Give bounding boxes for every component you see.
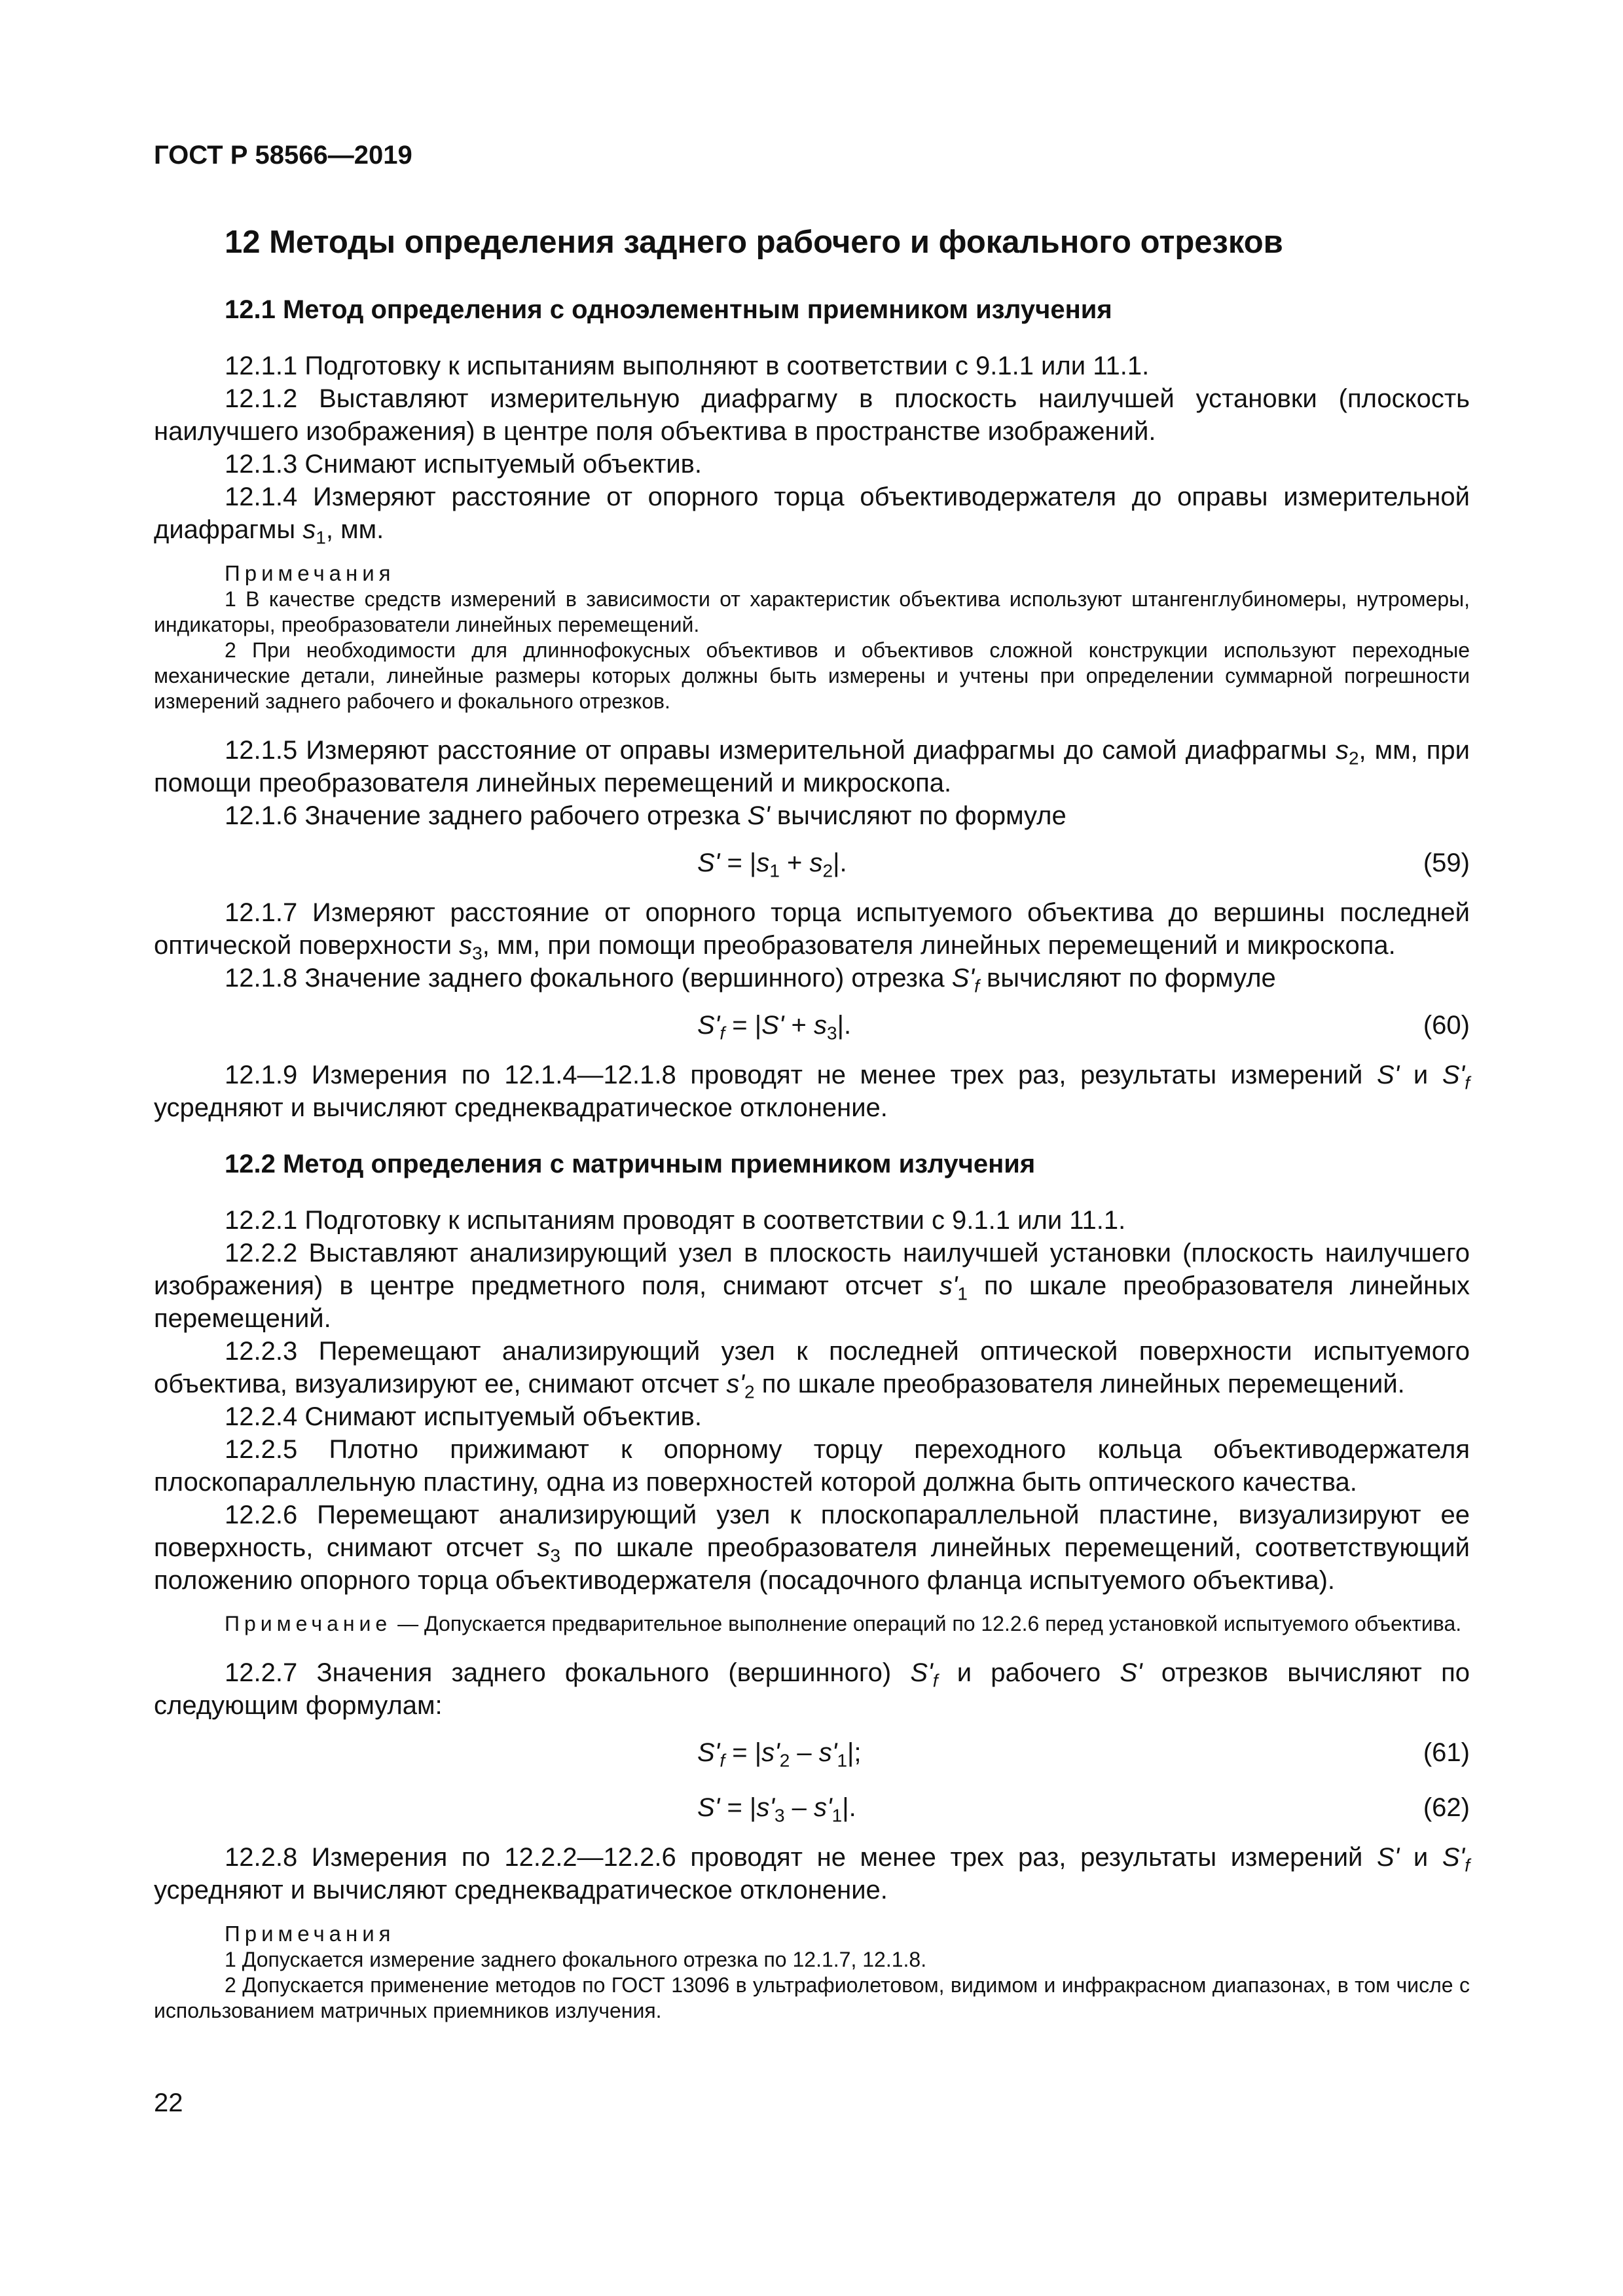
notes-heading: Примечания xyxy=(225,1922,395,1946)
note-2: 2 При необходимости для длиннофокусных объективов и объективов сложной конструкции используют переходные механические детали, линейные размеры которых должны быть измерены и учтены при определении суммарной погрешности измерений заднего рабочего и фокального отрезков. xyxy=(154,638,1470,713)
subsection-title-12-1: 12.1 Метод определения с одноэлементным приемником излучения xyxy=(225,295,1112,324)
paragraph-12-2-2: 12.2.2 Выставляют анализирующий узел в плоскость наилучшей установки (плоскость наилучшего изображения) в центре предметного поля, снимают отсчет $s'_1$ по шкале преобразователя линейных перемещений. xyxy=(154,1239,1470,1333)
paragraph-12-2-4: 12.2.4 Снимают испытуемый объектив. xyxy=(225,1402,702,1431)
notes-block-1 xyxy=(154,560,1470,714)
paragraph-12-2-1: 12.2.1 Подготовку к испытаниям проводят в соответствии с 9.1.1 или 11.1. xyxy=(225,1206,1126,1235)
paragraph-12-2-3: 12.2.3 Перемещают анализирующий узел к последней оптической поверхности испытуемого объектива, визуализируют ее, снимают отсчет $s'_2$ по шкале преобразователя линейных перемещений. xyxy=(154,1337,1470,1402)
subsection-title-12-2: 12.2 Метод определения с матричным приемником излучения xyxy=(225,1150,1036,1178)
document-page xyxy=(154,141,1470,2043)
paragraph-12-1-2: 12.1.2 Выставляют измерительную диафрагму в плоскость наилучшей установки (плоскость наилучшего изображения) в центре поля объектива в пространстве изображений. xyxy=(154,384,1470,446)
note-1: 1 В качестве средств измерений в зависимости от характеристик объектива используют штангенглубиномеры, нутромеры, индикаторы, преобразователи линейных перемещений. xyxy=(154,587,1470,636)
section-title: 12 Методы определения заднего рабочего и фокального отрезков xyxy=(225,225,1283,260)
paragraph-12-1-3: 12.1.3 Снимают испытуемый объектив. xyxy=(225,450,702,479)
paragraph-12-1-7: 12.1.7 Измеряют расстояние от опорного торца испытуемого объектива до вершины последней оптической поверхности $s_3$, мм, при помощи преобразователя линейных перемещений и микроскопа. xyxy=(154,898,1470,964)
formula-number: (62) xyxy=(1423,1793,1470,1822)
paragraph-12-2-8: 12.2.8 Измерения по 12.2.2—12.2.6 проводят не менее трех раз, результаты измерений S' и $S'_f$ усредняют и вычисляют среднеквадратическое отклонение. xyxy=(154,1843,1470,1904)
notes-heading: Примечания xyxy=(225,561,395,585)
paragraph-12-1-5: 12.1.5 Измеряют расстояние от оправы измерительной диафрагмы до самой диафрагмы $s_2$, мм, при помощи преобразователя линейных перемещений и микроскопа. xyxy=(154,736,1470,797)
note-2: 2 Допускается применение методов по ГОСТ 13096 в ультрафиолетовом, видимом и инфракрасном диапазонах, в том числе с использованием матричных приемников излучения. xyxy=(154,1973,1470,2022)
note-block-2 xyxy=(154,1611,1470,1637)
paragraph-12-2-5: 12.2.5 Плотно прижимают к опорному торцу переходного кольца объективодержателя плоскопараллельную пластину, одна из поверхностей которой должна быть оптического качества. xyxy=(154,1435,1470,1497)
page-number: 22 xyxy=(154,2088,183,2117)
paragraph-12-1-9: 12.1.9 Измерения по 12.1.4—12.1.8 проводят не менее трех раз, результаты измерений S' и $S'_f$ усредняют и вычисляют среднеквадратическое отклонение. xyxy=(154,1061,1470,1122)
note-heading: Примечание xyxy=(225,1612,392,1635)
document-code: ГОСТ Р 58566—2019 xyxy=(154,141,412,170)
formula-number: (60) xyxy=(1423,1011,1470,1040)
paragraph-12-1-1: 12.1.1 Подготовку к испытаниям выполняют в соответствии с 9.1.1 или 11.1. xyxy=(225,352,1150,380)
note-1: 1 Допускается измерение заднего фокального отрезка по 12.1.7, 12.1.8. xyxy=(225,1948,927,1971)
paragraph-12-2-6: 12.2.6 Перемещают анализирующий узел к плоскопараллельной пластине, визуализируют ее поверхность, снимают отсчет $s_3$ по шкале преобразователя линейных перемещений, соответствующий положению опорного торца объективодержателя (посадочного фланца испытуемого объектива). xyxy=(154,1501,1470,1595)
notes-block-3 xyxy=(154,1921,1470,2024)
paragraph-12-1-6: 12.1.6 Значение заднего рабочего отрезка S' вычисляют по формуле xyxy=(225,801,1067,830)
formula-number: (61) xyxy=(1423,1738,1470,1767)
paragraph-12-2-7: 12.2.7 Значения заднего фокального (вершинного) $S'_f$ и рабочего S' отрезков вычисляют по следующим формулам: xyxy=(154,1658,1470,1720)
formula-61: $S'_f = |s'_2 - s'_1|$; (61) xyxy=(154,1731,1470,1774)
formula-60: $S'_f = |S' + s_3|$. (60) xyxy=(154,1004,1470,1047)
formula-62: $S' = |s'_3 - s'_1|$. (62) xyxy=(154,1786,1470,1829)
paragraph-12-1-4: 12.1.4 Измеряют расстояние от опорного торца объективодержателя до оправы измерительной диафрагмы $s_1$, мм. xyxy=(154,483,1470,548)
formula-59: $S' = |s_1 + s_2|$. (59) xyxy=(154,841,1470,884)
paragraph-12-1-8: 12.1.8 Значение заднего фокального (вершинного) отрезка $S'_f$ вычисляют по формуле xyxy=(225,964,1276,996)
formula-number: (59) xyxy=(1423,848,1470,877)
single-note: Примечание — Допускается предварительное выполнение операций по 12.2.6 перед установкой испытуемого объектива. xyxy=(225,1612,1462,1635)
